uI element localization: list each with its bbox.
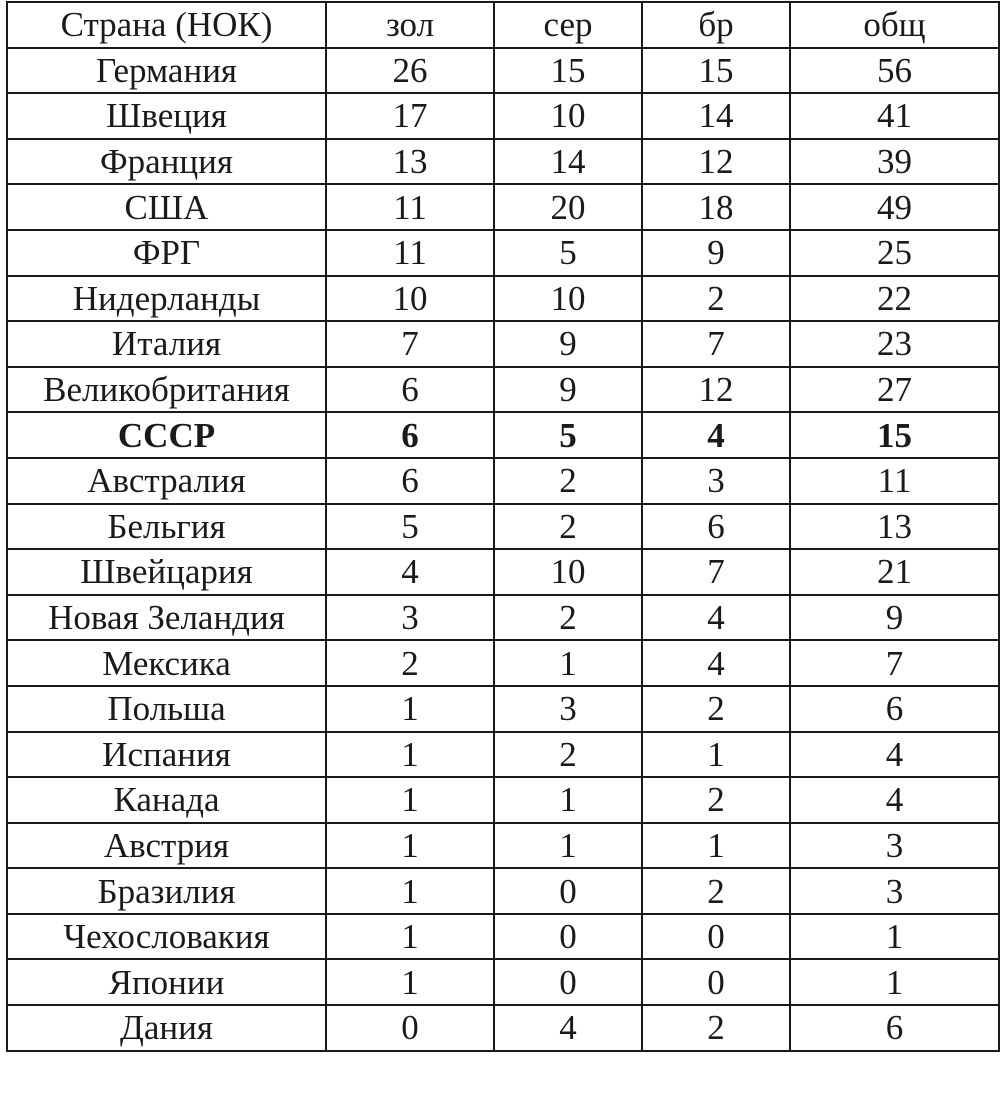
header-silver: сер (494, 2, 642, 48)
cell-bronze: 7 (642, 321, 790, 367)
cell-total: 4 (790, 777, 999, 823)
table-row (7, 777, 999, 823)
cell-silver: 9 (494, 367, 642, 413)
cell-country: Мексика (7, 640, 326, 686)
table-row (7, 868, 999, 914)
cell-gold: 1 (326, 959, 494, 1005)
cell-total: 6 (790, 686, 999, 732)
cell-total: 3 (790, 823, 999, 869)
cell-bronze: 14 (642, 93, 790, 139)
cell-country: США (7, 184, 326, 230)
cell-country: Дания (7, 1005, 326, 1051)
table-row (7, 139, 999, 185)
cell-bronze: 3 (642, 458, 790, 504)
table-row (7, 276, 999, 322)
cell-country: Швейцария (7, 549, 326, 595)
cell-gold: 7 (326, 321, 494, 367)
cell-silver: 1 (494, 823, 642, 869)
cell-silver: 2 (494, 732, 642, 778)
cell-bronze: 12 (642, 367, 790, 413)
cell-silver: 2 (494, 595, 642, 641)
cell-gold: 11 (326, 184, 494, 230)
cell-bronze: 9 (642, 230, 790, 276)
cell-gold: 2 (326, 640, 494, 686)
cell-silver: 4 (494, 1005, 642, 1051)
table-row (7, 640, 999, 686)
cell-country: Франция (7, 139, 326, 185)
cell-gold: 6 (326, 458, 494, 504)
cell-total: 56 (790, 48, 999, 94)
cell-silver: 14 (494, 139, 642, 185)
table-row (7, 48, 999, 94)
table-row (7, 367, 999, 413)
table-row (7, 93, 999, 139)
cell-bronze: 1 (642, 732, 790, 778)
table-row (7, 595, 999, 641)
table-row (7, 1005, 999, 1051)
cell-country: Великобритания (7, 367, 326, 413)
cell-bronze: 18 (642, 184, 790, 230)
cell-silver: 5 (494, 412, 642, 458)
cell-bronze: 2 (642, 686, 790, 732)
cell-total: 22 (790, 276, 999, 322)
cell-gold: 3 (326, 595, 494, 641)
table-row (7, 184, 999, 230)
cell-gold: 17 (326, 93, 494, 139)
header-bronze: бр (642, 2, 790, 48)
cell-bronze: 2 (642, 868, 790, 914)
cell-gold: 1 (326, 686, 494, 732)
cell-bronze: 0 (642, 914, 790, 960)
cell-total: 41 (790, 93, 999, 139)
cell-total: 27 (790, 367, 999, 413)
cell-country: Швеция (7, 93, 326, 139)
cell-country: Японии (7, 959, 326, 1005)
cell-country: Испания (7, 732, 326, 778)
cell-bronze: 15 (642, 48, 790, 94)
table-row (7, 458, 999, 504)
header-country: Страна (НОК) (7, 2, 326, 48)
cell-country: Чехословакия (7, 914, 326, 960)
cell-silver: 0 (494, 868, 642, 914)
table-row (7, 504, 999, 550)
cell-silver: 10 (494, 276, 642, 322)
cell-country: СССР (7, 412, 326, 458)
cell-gold: 10 (326, 276, 494, 322)
cell-gold: 6 (326, 412, 494, 458)
header-gold: зол (326, 2, 494, 48)
cell-total: 15 (790, 412, 999, 458)
cell-total: 25 (790, 230, 999, 276)
cell-gold: 11 (326, 230, 494, 276)
cell-silver: 1 (494, 777, 642, 823)
cell-silver: 0 (494, 959, 642, 1005)
cell-country: Италия (7, 321, 326, 367)
cell-country: Бразилия (7, 868, 326, 914)
cell-total: 3 (790, 868, 999, 914)
cell-bronze: 6 (642, 504, 790, 550)
cell-bronze: 4 (642, 595, 790, 641)
medal-table-body (7, 48, 999, 1051)
cell-silver: 3 (494, 686, 642, 732)
cell-country: Австрия (7, 823, 326, 869)
cell-gold: 1 (326, 777, 494, 823)
cell-gold: 5 (326, 504, 494, 550)
cell-total: 23 (790, 321, 999, 367)
cell-silver: 10 (494, 93, 642, 139)
cell-bronze: 12 (642, 139, 790, 185)
cell-total: 39 (790, 139, 999, 185)
table-row (7, 230, 999, 276)
cell-gold: 0 (326, 1005, 494, 1051)
cell-country: Нидерланды (7, 276, 326, 322)
medal-table (6, 1, 1000, 1052)
table-row (7, 412, 999, 458)
cell-silver: 2 (494, 458, 642, 504)
cell-gold: 1 (326, 732, 494, 778)
cell-gold: 26 (326, 48, 494, 94)
cell-country: Бельгия (7, 504, 326, 550)
cell-silver: 0 (494, 914, 642, 960)
cell-silver: 2 (494, 504, 642, 550)
cell-silver: 20 (494, 184, 642, 230)
header-total: общ (790, 2, 999, 48)
cell-country: Новая Зеландия (7, 595, 326, 641)
cell-gold: 1 (326, 914, 494, 960)
cell-bronze: 0 (642, 959, 790, 1005)
cell-gold: 1 (326, 823, 494, 869)
cell-bronze: 2 (642, 777, 790, 823)
cell-total: 11 (790, 458, 999, 504)
table-row (7, 823, 999, 869)
cell-total: 6 (790, 1005, 999, 1051)
cell-country: ФРГ (7, 230, 326, 276)
cell-gold: 13 (326, 139, 494, 185)
cell-total: 7 (790, 640, 999, 686)
cell-total: 9 (790, 595, 999, 641)
table-row (7, 321, 999, 367)
table-row (7, 549, 999, 595)
cell-bronze: 2 (642, 276, 790, 322)
cell-silver: 15 (494, 48, 642, 94)
cell-bronze: 4 (642, 640, 790, 686)
cell-bronze: 2 (642, 1005, 790, 1051)
cell-gold: 1 (326, 868, 494, 914)
cell-country: Австралия (7, 458, 326, 504)
table-row (7, 732, 999, 778)
cell-silver: 9 (494, 321, 642, 367)
cell-total: 49 (790, 184, 999, 230)
cell-total: 1 (790, 959, 999, 1005)
cell-total: 4 (790, 732, 999, 778)
cell-country: Польша (7, 686, 326, 732)
cell-gold: 4 (326, 549, 494, 595)
cell-bronze: 1 (642, 823, 790, 869)
cell-gold: 6 (326, 367, 494, 413)
table-row (7, 959, 999, 1005)
cell-bronze: 7 (642, 549, 790, 595)
table-row (7, 914, 999, 960)
cell-silver: 10 (494, 549, 642, 595)
cell-bronze: 4 (642, 412, 790, 458)
cell-total: 13 (790, 504, 999, 550)
table-row (7, 686, 999, 732)
cell-silver: 5 (494, 230, 642, 276)
cell-total: 1 (790, 914, 999, 960)
cell-silver: 1 (494, 640, 642, 686)
header-row (7, 2, 999, 48)
cell-country: Канада (7, 777, 326, 823)
cell-total: 21 (790, 549, 999, 595)
cell-country: Германия (7, 48, 326, 94)
